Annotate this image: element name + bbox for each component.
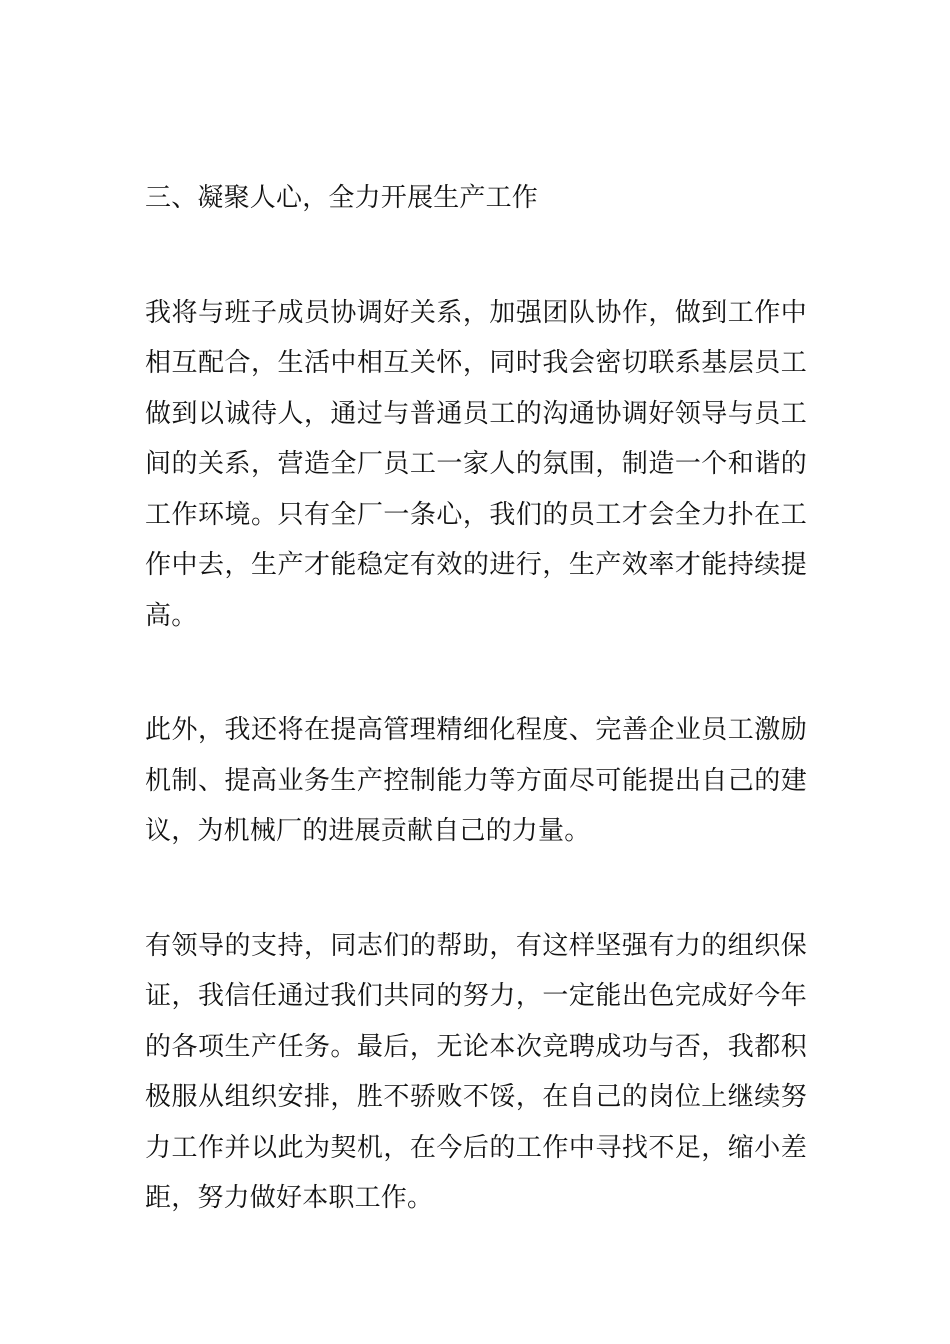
paragraph-teamwork: 我将与班子成员协调好关系，加强团队协作，做到工作中相互配合，生活中相互关怀，同时我会密切联系基层员工做到以诚待人，通过与普通员工的沟通协调好领导与员工间的关系，营造全厂员工一家人的氛围，制造一个和谐的工作环境。只有全厂一条心，我们的员工才会全力扑在工作中去，生产才能稳定有效的进行，生产效率才能持续提高。: [145, 297, 807, 631]
section-heading: 三、凝聚人心，全力开展生产工作: [145, 183, 539, 213]
paragraph-conclusion: 有领导的支持，同志们的帮助，有这样坚强有力的组织保证，我信任通过我们共同的努力，一定能出色完成好今年的各项生产任务。最后，无论本次竞聘成功与否，我都积极服从组织安排，胜不骄败不馁，在自己的岗位上继续努力工作并以此为契机，在今后的工作中寻找不足，缩小差距，努力做好本职工作。: [145, 930, 807, 1213]
document-body: [145, 173, 807, 1224]
paragraph-suggestions: 此外，我还将在提高管理精细化程度、完善企业员工激励机制、提高业务生产控制能力等方面尽可能提出自己的建议，为机械厂的进展贡献自己的力量。: [145, 715, 807, 846]
